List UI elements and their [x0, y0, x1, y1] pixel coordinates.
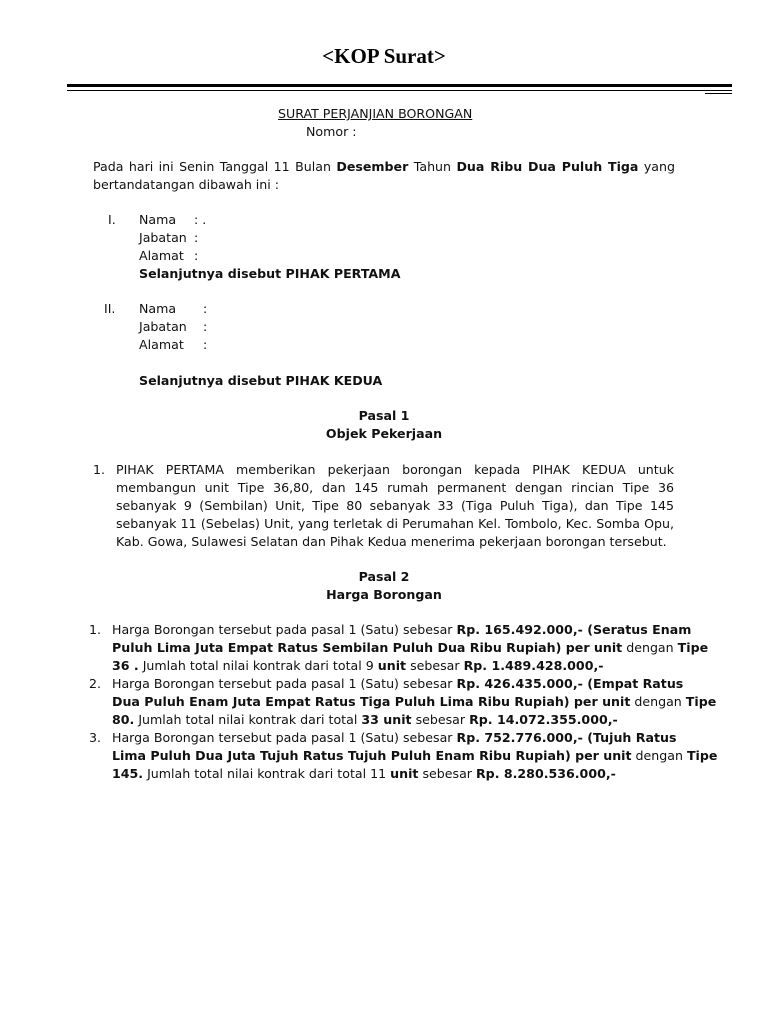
- pasal2-item2-line1: [112, 675, 684, 693]
- party1-alamat-sep: :: [194, 248, 199, 263]
- letterhead-rule-accent: [705, 93, 732, 94]
- pasal2-item-number: 2.: [89, 676, 102, 691]
- item-total: Rp. 8.280.536.000,-: [475, 766, 616, 781]
- pasal2-item3-line3: [112, 765, 616, 783]
- item-text: Jumlah total nilai kontrak dari total: [138, 712, 358, 727]
- item-text: Jumlah total nilai kontrak dari total 11: [147, 766, 387, 781]
- item-type-label: Tipe: [677, 640, 709, 655]
- letterhead-rule-thick: [67, 84, 732, 87]
- letterhead-rule-thin: [67, 90, 732, 91]
- pasal1-line: Kab. Gowa, Sulawesi Selatan dan Pihak Kedua menerima pekerjaan borongan tersebut.: [116, 534, 667, 549]
- pasal1-line: sebanyak 9 (Sembilan) Unit, Tipe 80 sebanyak 33 (Tiga Puluh Tiga), dan Tipe 145: [116, 498, 674, 513]
- item-unit: unit: [390, 766, 419, 781]
- item-unit: 33 unit: [361, 712, 412, 727]
- party2-jabatan-label: Jabatan: [139, 319, 187, 334]
- item-text: sebesar: [415, 712, 466, 727]
- pasal1-line: PIHAK PERTAMA memberikan pekerjaan borongan kepada PIHAK KEDUA untuk: [116, 462, 674, 477]
- document-title: SURAT PERJANJIAN BORONGAN: [278, 106, 473, 121]
- pasal2-item2-line2: [112, 693, 717, 711]
- party1-alamat-label: Alamat: [139, 248, 184, 263]
- item-type-value: 36 .: [112, 658, 139, 673]
- document-number-label: Nomor :: [306, 124, 357, 139]
- pasal1-subheading: Objek Pekerjaan: [325, 426, 443, 441]
- party2-designation: Selanjutnya disebut PIHAK KEDUA: [139, 373, 383, 388]
- pasal2-item2-line3: [112, 711, 618, 729]
- intro-text-1: Pada hari ini Senin Tanggal 11 Bulan: [93, 159, 331, 174]
- pasal1-line: membangun unit Tipe 36,80, dan 145 rumah permanent dengan rincian Tipe 36: [116, 480, 674, 495]
- item-unit: unit: [377, 658, 407, 673]
- item-price: Rp. 165.492.000,- (Seratus Enam: [456, 622, 692, 637]
- intro-text-3: yang: [643, 159, 675, 174]
- item-price-words: Lima Puluh Dua Juta Tujuh Ratus Tujuh Puluh Enam Ribu Rupiah) per unit: [112, 748, 632, 763]
- party2-alamat-sep: :: [203, 337, 208, 352]
- intro-text-2: Tahun: [413, 159, 452, 174]
- item-text: Harga Borongan tersebut pada pasal 1 (Satu) sebesar: [112, 622, 453, 637]
- pasal2-item-number: 3.: [89, 730, 102, 745]
- pasal2-item-number: 1.: [89, 622, 102, 637]
- letterhead-placeholder: <KOP Surat>: [322, 44, 446, 68]
- item-text: sebesar: [422, 766, 472, 781]
- pasal2-heading: Pasal 2: [358, 569, 410, 584]
- pasal1-line: sebanyak 11 (Sebelas) Unit, yang terletak di Perumahan Kel. Tombolo, Kec. Somba Opu,: [116, 516, 674, 531]
- pasal2-item3-line2: [112, 747, 718, 765]
- party2-nama-label: Nama: [139, 301, 177, 316]
- intro-month: Desember: [336, 159, 409, 174]
- item-price: Rp. 752.776.000,- (Tujuh Ratus: [456, 730, 677, 745]
- item-text: dengan: [634, 694, 682, 709]
- pasal2-subheading: Harga Borongan: [326, 587, 442, 602]
- pasal2-item1-line3: [112, 657, 603, 675]
- pasal2-item1-line1: [112, 621, 692, 639]
- intro-line-1: [93, 158, 675, 176]
- item-text: dengan: [626, 640, 674, 655]
- pasal2-item1-line2: [112, 639, 709, 657]
- party1-designation: Selanjutnya disebut PIHAK PERTAMA: [139, 266, 401, 281]
- item-type-label: Tipe: [686, 748, 718, 763]
- item-price-words: Puluh Lima Juta Empat Ratus Sembilan Puluh Dua Ribu Rupiah) per unit: [112, 640, 623, 655]
- item-type-value: 80.: [112, 712, 135, 727]
- party1-jabatan-label: Jabatan: [139, 230, 187, 245]
- item-type-value: 145.: [112, 766, 144, 781]
- pasal1-item-number: 1.: [93, 462, 106, 477]
- party1-number: I.: [108, 212, 116, 227]
- intro-year: Dua Ribu Dua Puluh Tiga: [456, 159, 639, 174]
- item-text: sebesar: [410, 658, 460, 673]
- item-price-words: Dua Puluh Enam Juta Empat Ratus Tiga Puluh Lima Ribu Rupiah) per unit: [112, 694, 631, 709]
- party2-alamat-label: Alamat: [139, 337, 184, 352]
- intro-line-2: bertandatangan dibawah ini :: [93, 177, 280, 192]
- item-text: Harga Borongan tersebut pada pasal 1 (Satu) sebesar: [112, 730, 453, 745]
- item-text: Harga Borongan tersebut pada pasal 1 (Satu) sebesar: [112, 676, 453, 691]
- party2-jabatan-sep: :: [203, 319, 208, 334]
- item-text: dengan: [635, 748, 683, 763]
- item-text: Jumlah total nilai kontrak dari total 9: [142, 658, 374, 673]
- item-price: Rp. 426.435.000,- (Empat Ratus: [456, 676, 684, 691]
- party2-number: II.: [104, 301, 116, 316]
- party2-nama-sep: :: [203, 301, 208, 316]
- party1-nama-sep: : .: [194, 212, 207, 227]
- pasal1-heading: Pasal 1: [358, 408, 410, 423]
- item-type-label: Tipe: [685, 694, 717, 709]
- pasal2-item3-line1: [112, 729, 677, 747]
- item-total: Rp. 1.489.428.000,-: [463, 658, 604, 673]
- party1-nama-label: Nama: [139, 212, 177, 227]
- item-total: Rp. 14.072.355.000,-: [469, 712, 618, 727]
- party1-jabatan-sep: :: [194, 230, 199, 245]
